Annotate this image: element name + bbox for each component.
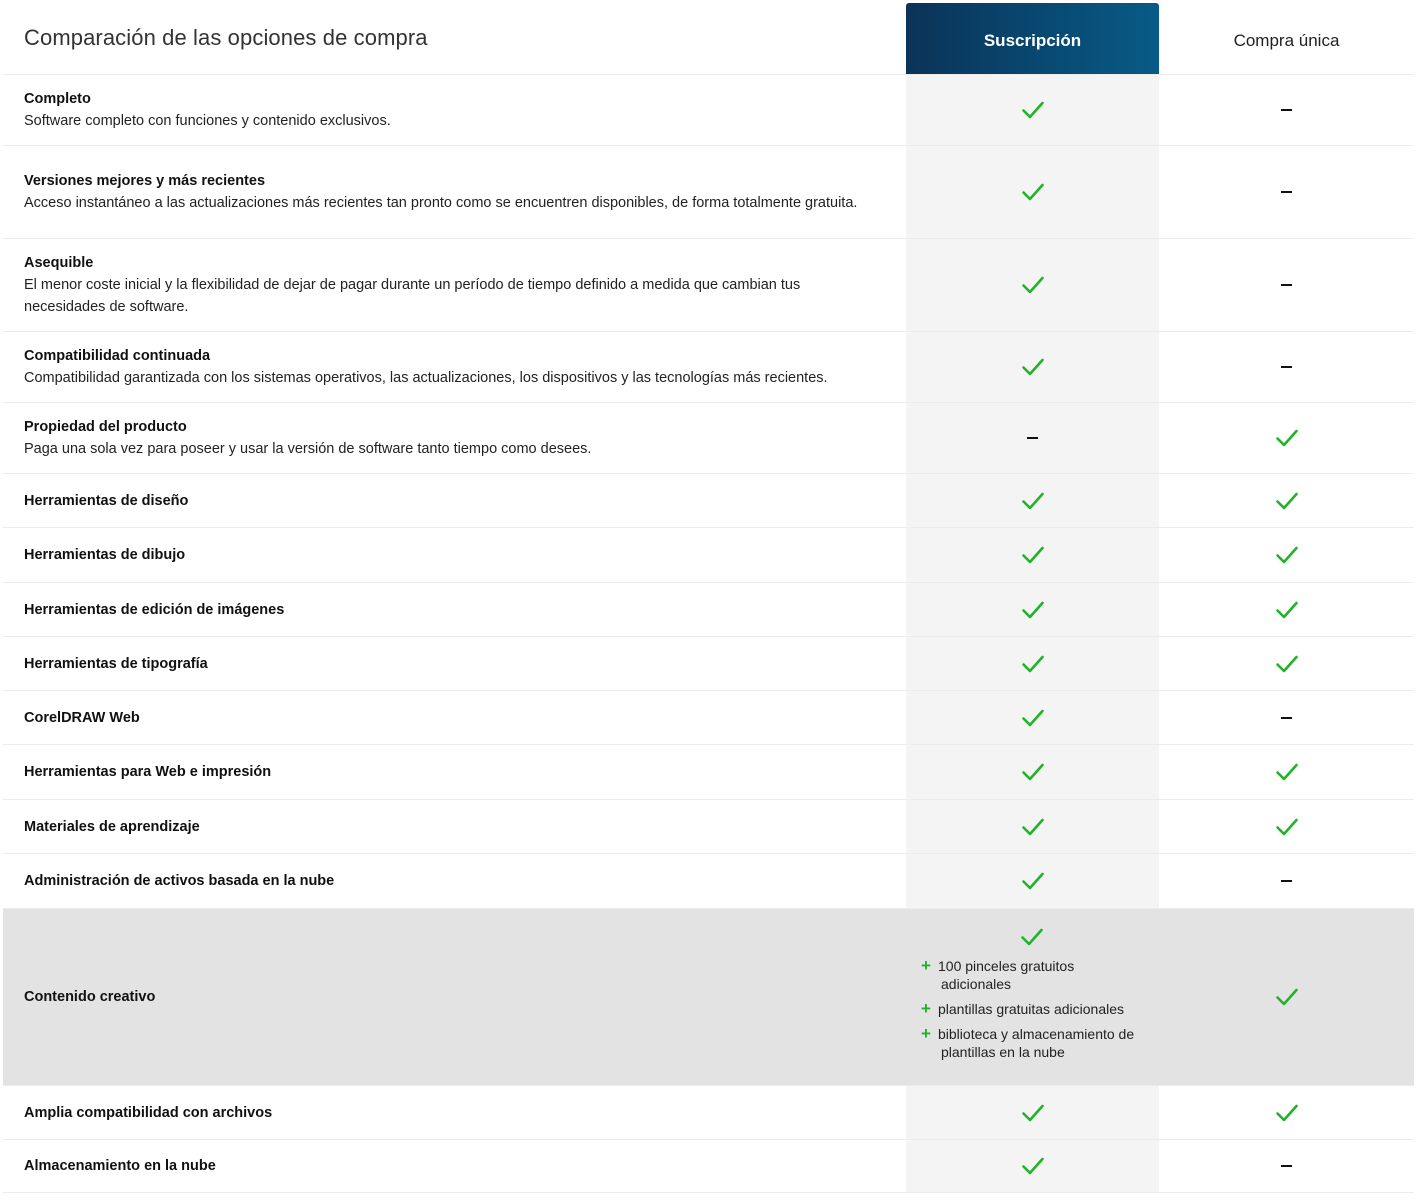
subscription-cell bbox=[906, 146, 1159, 238]
table-row bbox=[3, 74, 1414, 145]
one-time-cell bbox=[1159, 332, 1414, 402]
table-row bbox=[3, 582, 1414, 636]
subscription-cell bbox=[906, 637, 1159, 690]
table-row bbox=[3, 527, 1414, 582]
one-time-cell bbox=[1159, 800, 1414, 853]
subscription-cell bbox=[906, 1140, 1159, 1192]
feature-title: Versiones mejores y más recientes bbox=[24, 173, 266, 189]
check-icon bbox=[1021, 182, 1045, 202]
feature-title: Contenido creativo bbox=[24, 989, 156, 1005]
dash-icon bbox=[1281, 1165, 1292, 1167]
one-time-cell bbox=[1159, 637, 1414, 690]
feature-title: Completo bbox=[24, 91, 91, 107]
subscription-cell bbox=[906, 800, 1159, 853]
check-icon bbox=[1021, 708, 1045, 728]
one-time-cell bbox=[1159, 146, 1414, 238]
table-header bbox=[3, 3, 1414, 74]
extra-line: adicionales bbox=[941, 975, 1012, 992]
feature-title: Administración de activos basada en la nube bbox=[24, 873, 335, 889]
creative-content-extras bbox=[906, 927, 1159, 1068]
check-icon bbox=[1021, 100, 1045, 120]
one-time-cell bbox=[1159, 583, 1414, 636]
feature-title: Herramientas de dibujo bbox=[24, 547, 186, 563]
extra-item bbox=[921, 1000, 1148, 1018]
subscription-cell bbox=[906, 75, 1159, 145]
subscription-cell bbox=[906, 583, 1159, 636]
extra-line: plantillas gratuitas adicionales bbox=[938, 1000, 1124, 1017]
table-row bbox=[3, 145, 1414, 238]
table-row bbox=[3, 238, 1414, 331]
check-icon bbox=[1021, 762, 1045, 782]
one-time-cell bbox=[1159, 854, 1414, 908]
subscription-cell bbox=[906, 474, 1159, 527]
one-time-cell bbox=[1159, 239, 1414, 331]
check-icon bbox=[1021, 491, 1045, 511]
check-icon bbox=[1021, 871, 1045, 891]
subscription-cell bbox=[906, 854, 1159, 908]
one-time-cell bbox=[1159, 528, 1414, 582]
subscription-cell bbox=[906, 403, 1159, 473]
feature-description: Acceso instantáneo a las actualizaciones más recientes tan pronto como se encuentren disponibles, de forma totalmente gratuita. bbox=[24, 195, 858, 211]
table-row bbox=[3, 853, 1414, 908]
check-icon bbox=[1021, 1103, 1045, 1123]
check-icon bbox=[1275, 654, 1299, 674]
one-time-cell bbox=[1159, 1086, 1414, 1139]
feature-title: Herramientas de edición de imágenes bbox=[24, 601, 285, 618]
extra-line: biblioteca y almacenamiento de bbox=[938, 1025, 1135, 1042]
feature-title: Herramientas de tipografía bbox=[24, 655, 208, 672]
check-icon bbox=[1275, 428, 1299, 448]
plus-icon: + bbox=[921, 955, 931, 975]
subscription-cell bbox=[906, 528, 1159, 582]
feature-title: Herramientas para Web e impresión bbox=[24, 764, 272, 780]
check-icon bbox=[1275, 987, 1299, 1007]
dash-icon bbox=[1281, 717, 1292, 719]
plus-icon: + bbox=[921, 998, 931, 1018]
dash-icon bbox=[1281, 366, 1292, 368]
dash-icon bbox=[1281, 191, 1292, 193]
plus-icon: + bbox=[921, 1023, 931, 1043]
subscription-cell bbox=[906, 745, 1159, 799]
feature-title: Asequible bbox=[24, 255, 94, 271]
check-icon bbox=[1021, 1156, 1045, 1176]
feature-title: Herramientas de diseño bbox=[24, 492, 189, 509]
one-time-cell bbox=[1159, 1140, 1414, 1192]
table-row bbox=[3, 331, 1414, 402]
check-icon bbox=[1021, 357, 1045, 377]
dash-icon bbox=[1027, 437, 1038, 439]
table-row bbox=[3, 636, 1414, 690]
feature-title: CorelDRAW Web bbox=[24, 709, 140, 726]
check-icon bbox=[1275, 600, 1299, 620]
subscription-check-wrap bbox=[921, 927, 1143, 947]
extra-item bbox=[921, 1025, 1148, 1061]
feature-title: Propiedad del producto bbox=[24, 419, 187, 435]
table-row bbox=[3, 1139, 1414, 1193]
check-icon bbox=[1021, 654, 1045, 674]
subscription-cell bbox=[906, 332, 1159, 402]
feature-title: Materiales de aprendizaje bbox=[24, 818, 200, 835]
dash-icon bbox=[1281, 880, 1292, 882]
one-time-cell bbox=[1159, 909, 1414, 1085]
check-icon bbox=[1275, 1103, 1299, 1123]
one-time-cell bbox=[1159, 75, 1414, 145]
subscription-cell bbox=[906, 1086, 1159, 1139]
check-icon bbox=[1275, 762, 1299, 782]
table-row bbox=[3, 1085, 1414, 1139]
plan-header-subscription: Suscripción bbox=[906, 3, 1159, 74]
check-icon bbox=[1021, 545, 1045, 565]
subscription-cell bbox=[906, 239, 1159, 331]
table-row bbox=[3, 799, 1414, 853]
table-row bbox=[3, 744, 1414, 799]
check-icon bbox=[1021, 275, 1045, 295]
feature-description: Paga una sola vez para poseer y usar la versión de software tanto tiempo como desees. bbox=[24, 441, 592, 457]
feature-description: Compatibilidad garantizada con los sistemas operativos, las actualizaciones, los dispositivos y las tecnologías más recientes. bbox=[24, 370, 828, 386]
check-icon bbox=[1275, 545, 1299, 565]
feature-description: El menor coste inicial y la flexibilidad de dejar de pagar durante un período de tiempo definido a medida que cambian tus necesidades de software. bbox=[24, 277, 801, 315]
check-icon bbox=[1275, 491, 1299, 511]
feature-title: Amplia compatibilidad con archivos bbox=[24, 1104, 273, 1121]
one-time-cell bbox=[1159, 745, 1414, 799]
plan-header-one-time: Compra única bbox=[1233, 30, 1340, 50]
dash-icon bbox=[1281, 109, 1292, 111]
extra-line: plantillas en la nube bbox=[941, 1043, 1065, 1060]
page-title: Comparación de las opciones de compra bbox=[24, 25, 428, 50]
table-row bbox=[3, 690, 1414, 744]
check-icon bbox=[1021, 600, 1045, 620]
feature-description: Software completo con funciones y contenido exclusivos. bbox=[24, 113, 391, 129]
comparison-table bbox=[3, 3, 1414, 1193]
extra-item bbox=[921, 957, 1148, 993]
check-icon bbox=[1021, 817, 1045, 837]
table-row-highlighted bbox=[3, 908, 1414, 1085]
one-time-cell bbox=[1159, 691, 1414, 744]
extra-line: 100 pinceles gratuitos bbox=[938, 957, 1075, 974]
table-row bbox=[3, 402, 1414, 473]
one-time-cell bbox=[1159, 403, 1414, 473]
feature-title: Almacenamiento en la nube bbox=[24, 1158, 216, 1174]
dash-icon bbox=[1281, 284, 1292, 286]
feature-title: Compatibilidad continuada bbox=[24, 348, 211, 364]
check-icon bbox=[1275, 817, 1299, 837]
subscription-cell bbox=[906, 909, 1159, 1085]
one-time-cell bbox=[1159, 474, 1414, 527]
table-row bbox=[3, 473, 1414, 527]
check-icon bbox=[1020, 927, 1044, 947]
subscription-cell bbox=[906, 691, 1159, 744]
